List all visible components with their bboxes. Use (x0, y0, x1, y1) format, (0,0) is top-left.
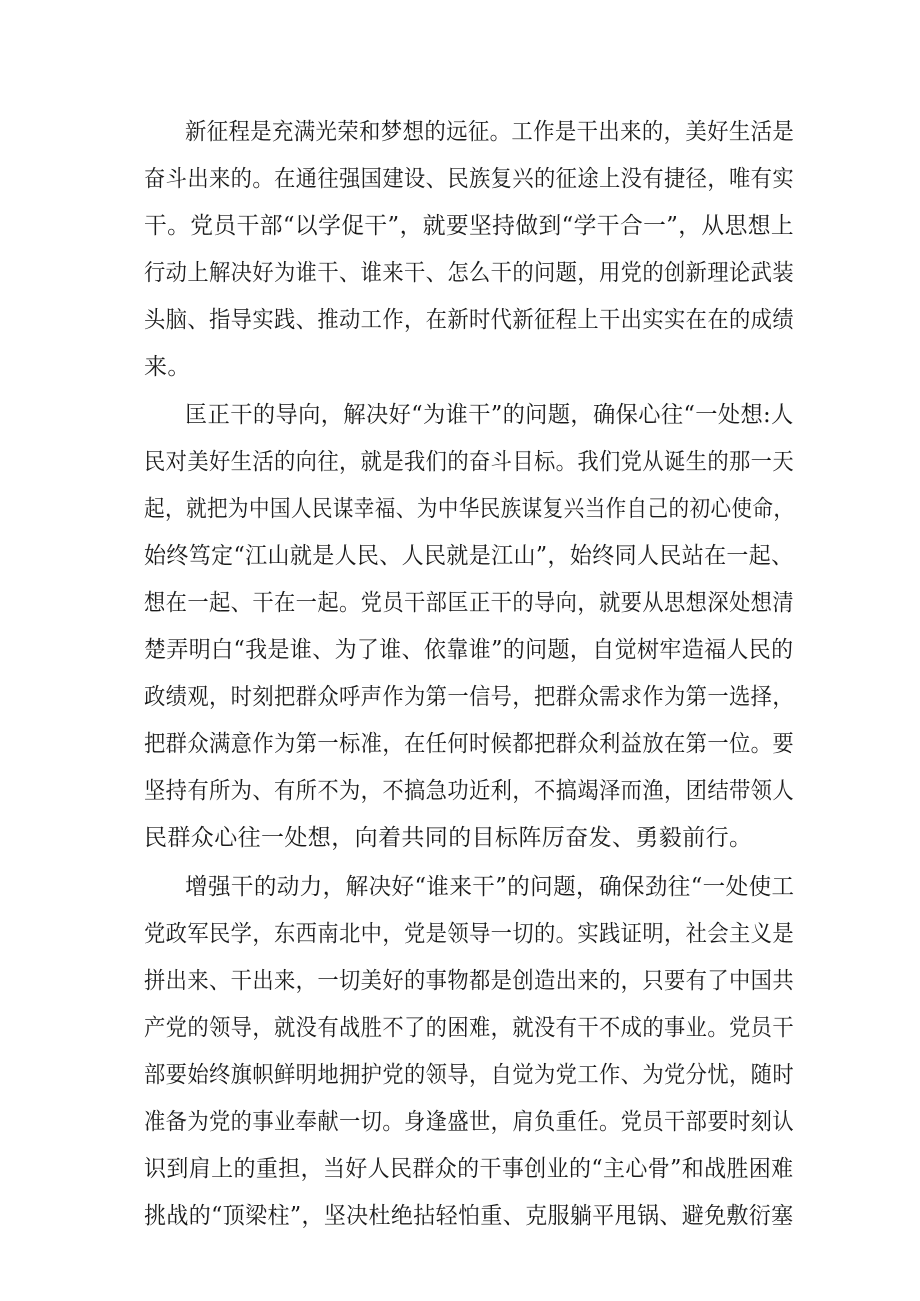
paragraph-1-line-5: 头脑、指导实践、推动工作，在新时代新征程上干出实实在在的成绩 (144, 307, 794, 333)
paragraph-1-line-2: 奋斗出来的。在通往强国建设、民族复兴的征途上没有捷径，唯有实 (144, 166, 794, 192)
paragraph-1-line-3: 干。党员干部“以学促干”，就要坚持做到“学干合一”，从思想上 (144, 213, 795, 239)
paragraph-2-line-3: 起，就把为中国人民谋幸福、为中华民族谋复兴当作自己的初心使命， (144, 496, 795, 522)
paragraph-2-line-10: 民群众心往一处想，向着共同的目标阵厉奋发、勇毅前行。 (144, 825, 753, 851)
paragraph-3-line-3: 拼出来、干出来，一切美好的事物都是创造出来的，只要有了中国共 (144, 968, 794, 994)
paragraph-3-line-8: 挑战的“顶梁柱”，坚决杜绝拈轻怕重、克服躺平甩锅、避免敷衍塞 (144, 1203, 794, 1229)
paragraph-2-line-9: 坚持有所为、有所不为，不搞急功近利，不搞竭泽而渔，团结带领人 (144, 778, 794, 804)
paragraph-2-line-6: 楚弄明白“我是谁、为了谁、依靠谁”的问题，自觉树牢造福人民的 (144, 637, 794, 663)
paragraph-1-line-1: 新征程是充满光荣和梦想的远征。工作是干出来的，美好生活是 (185, 119, 795, 145)
paragraph-3-line-4: 产党的领导，就没有战胜不了的困难，就没有干不成的事业。党员干 (144, 1015, 794, 1041)
paragraph-1-line-6: 来。 (144, 354, 191, 380)
paragraph-2-line-8: 把群众满意作为第一标准，在任何时候都把群众利益放在第一位。要 (144, 731, 794, 757)
paragraph-2-line-1: 匡正干的导向，解决好“为谁干”的问题，确保心往“一处想:人 (185, 402, 794, 428)
paragraph-3-line-1: 增强干的动力，解决好“谁来干”的问题，确保劲往“一处使工 (185, 874, 795, 900)
paragraph-3-line-5: 部要始终旗帜鲜明地拥护党的领导，自觉为党工作、为党分忧，随时 (144, 1062, 794, 1088)
paragraph-2-line-2: 民对美好生活的向往，就是我们的奋斗目标。我们党从诞生的那一天 (144, 449, 794, 475)
paragraph-2-line-5: 想在一起、干在一起。党员干部匡正干的导向，就要从思想深处想清 (144, 590, 794, 616)
paragraph-1-line-4: 行动上解决好为谁干、谁来干、怎么干的问题，用党的创新理论武装 (144, 260, 794, 286)
paragraph-2-line-7: 政绩观，时刻把群众呼声作为第一信号，把群众需求作为第一选择， (144, 684, 794, 710)
paragraph-3-line-6: 准备为党的事业奉献一切。身逢盛世，肩负重任。党员干部要时刻认 (144, 1109, 794, 1135)
paragraph-2-line-4: 始终笃定“江山就是人民、人民就是江山”，始终同人民站在一起、 (144, 543, 794, 569)
paragraph-3-line-2: 党政军民学，东西南北中，党是领导一切的。实践证明，社会主义是 (144, 921, 794, 947)
paragraph-3-line-7: 识到肩上的重担，当好人民群众的干事创业的“主心骨”和战胜困难 (144, 1156, 794, 1182)
